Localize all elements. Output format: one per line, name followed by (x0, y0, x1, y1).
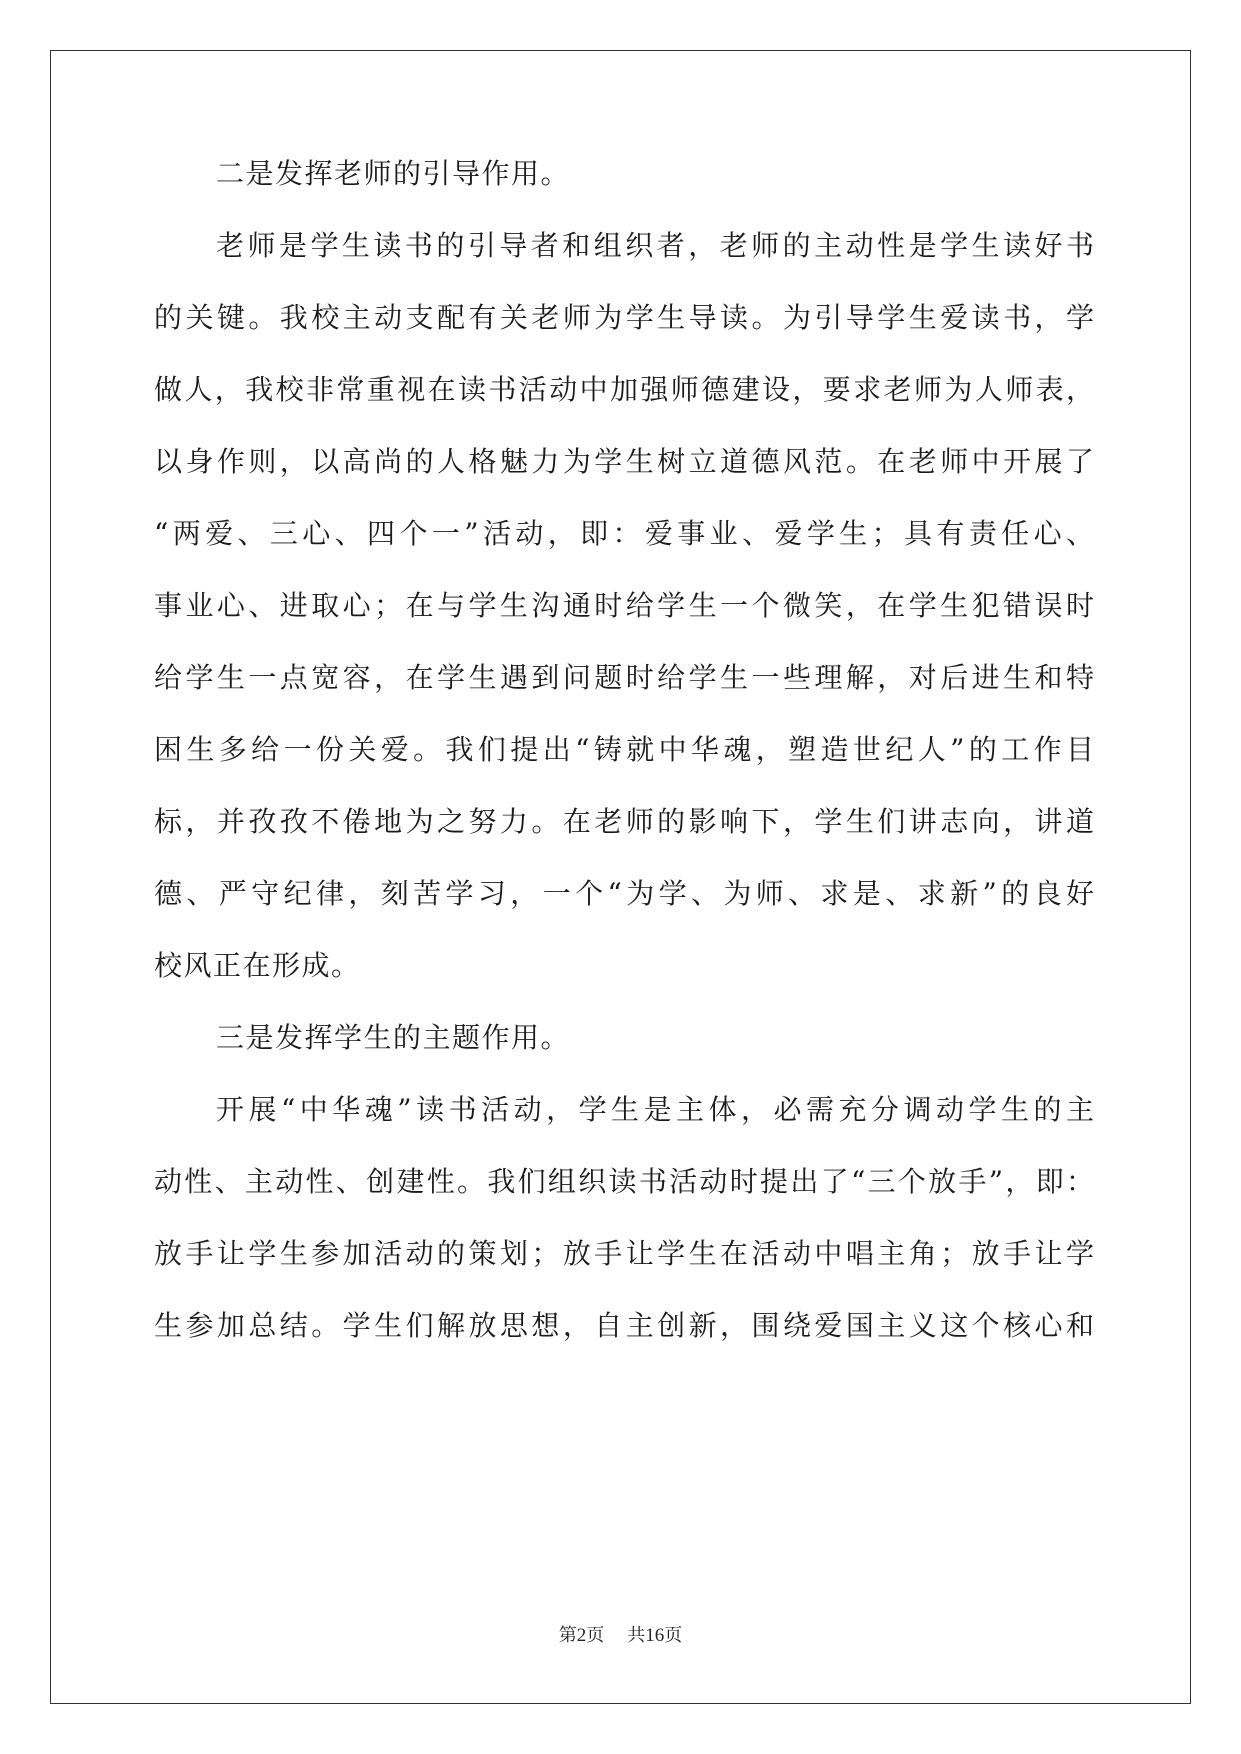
paragraph-line: “两爱、三心、四个一”活动，即：爱事业、爱学生；具有责任心、 (154, 517, 1094, 550)
paragraph-line: 给学生一点宽容，在学生遇到问题时给学生一些理解，对后进生和特 (154, 661, 1094, 694)
paragraph-line: 做人，我校非常重视在读书活动中加强师德建设，要求老师为人师表， (154, 373, 1094, 406)
paragraph-line: 标，并孜孜不倦地为之努力。在老师的影响下，学生们讲志向，讲道 (154, 805, 1094, 838)
paragraph-line: 开展“中华魂”读书活动，学生是主体，必需充分调动学生的主 (216, 1093, 1094, 1126)
paragraph-line: 老师是学生读书的引导者和组织者，老师的主动性是学生读好书 (216, 229, 1094, 262)
paragraph-line: 生参加总结。学生们解放思想，自主创新，围绕爱国主义这个核心和 (154, 1309, 1094, 1342)
paragraph-line: 动性、主动性、创建性。我们组织读书活动时提出了“三个放手”，即： (154, 1165, 1094, 1198)
page-prefix: 第 (558, 1625, 577, 1646)
paragraph-line: 的关键。我校主动支配有关老师为学生导读。为引导学生爱读书，学 (154, 301, 1094, 334)
paragraph-line: 困生多给一份关爱。我们提出“铸就中华魂，塑造世纪人”的工作目 (154, 733, 1094, 766)
paragraph-line: 校风正在形成。 (154, 949, 361, 982)
paragraph-line: 放手让学生参加活动的策划；放手让学生在活动中唱主角；放手让学 (154, 1237, 1094, 1270)
page-suffix: 页 (586, 1625, 605, 1646)
paragraph-line: 事业心、进取心；在与学生沟通时给学生一个微笑，在学生犯错误时 (154, 589, 1094, 622)
page-footer (0, 1624, 1241, 1648)
page-number: 2 (576, 1625, 587, 1646)
heading-teacher-guidance: 二是发挥老师的引导作用。 (216, 157, 571, 190)
heading-student-role: 三是发挥学生的主题作用。 (216, 1021, 571, 1054)
total-suffix: 页 (664, 1625, 683, 1646)
paragraph-line: 德、严守纪律，刻苦学习，一个“为学、为师、求是、求新”的良好 (154, 877, 1094, 910)
paragraph-line: 以身作则，以高尚的人格魅力为学生树立道德风范。在老师中开展了 (154, 445, 1094, 478)
total-prefix: 共 (627, 1625, 646, 1646)
total-pages: 16 (645, 1625, 665, 1646)
